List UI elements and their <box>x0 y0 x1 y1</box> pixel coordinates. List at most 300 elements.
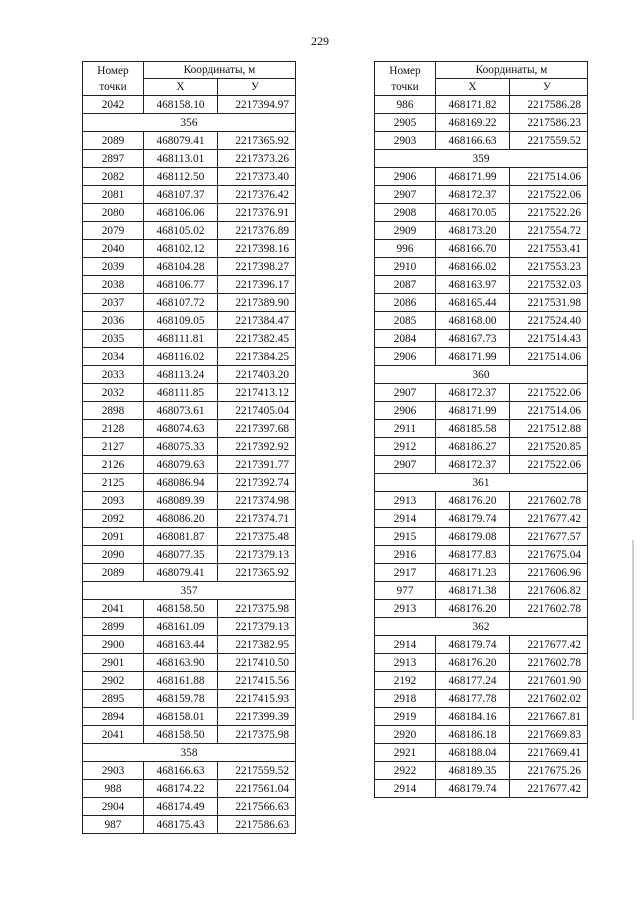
point-number-cell: 2907 <box>375 384 436 402</box>
y-coordinate-cell: 2217397.68 <box>218 420 296 438</box>
table-row <box>375 744 588 762</box>
point-number-cell: 2911 <box>375 420 436 438</box>
table-row <box>375 456 588 474</box>
table-row <box>83 510 296 528</box>
x-coordinate-cell: 468171.99 <box>436 168 510 186</box>
point-number-cell: 2128 <box>83 420 144 438</box>
y-coordinate-cell: 2217392.92 <box>218 438 296 456</box>
y-coordinate-cell: 2217553.23 <box>510 258 588 276</box>
x-coordinate-cell: 468168.00 <box>436 312 510 330</box>
x-coordinate-cell: 468166.70 <box>436 240 510 258</box>
point-number-cell: 2894 <box>83 708 144 726</box>
header-row <box>83 62 296 79</box>
point-number-cell: 2906 <box>375 168 436 186</box>
y-coordinate-cell: 2217669.41 <box>510 744 588 762</box>
point-number-cell: 2903 <box>375 132 436 150</box>
x-coordinate-cell: 468172.37 <box>436 456 510 474</box>
table-row <box>83 726 296 744</box>
table-row <box>83 366 296 384</box>
y-coordinate-cell: 2217389.90 <box>218 294 296 312</box>
x-coordinate-cell: 468176.20 <box>436 600 510 618</box>
y-coordinate-cell: 2217602.02 <box>510 690 588 708</box>
table-row <box>83 564 296 582</box>
x-coordinate-cell: 468172.37 <box>436 186 510 204</box>
table-row <box>375 168 588 186</box>
x-coordinate-cell: 468171.23 <box>436 564 510 582</box>
y-coordinate-cell: 2217399.39 <box>218 708 296 726</box>
point-number-cell: 2921 <box>375 744 436 762</box>
y-coordinate-cell: 2217375.48 <box>218 528 296 546</box>
point-number-cell: 2034 <box>83 348 144 366</box>
point-number-cell: 2079 <box>83 222 144 240</box>
y-coordinate-cell: 2217394.97 <box>218 96 296 114</box>
y-coordinate-cell: 2217675.26 <box>510 762 588 780</box>
table-row <box>83 348 296 366</box>
table-row <box>83 384 296 402</box>
x-coordinate-cell: 468116.02 <box>144 348 218 366</box>
header-row <box>375 62 588 79</box>
table-row <box>375 726 588 744</box>
y-coordinate-cell: 2217374.98 <box>218 492 296 510</box>
table-row <box>375 528 588 546</box>
y-coordinate-cell: 2217375.98 <box>218 600 296 618</box>
y-coordinate-cell: 2217413.12 <box>218 384 296 402</box>
table-row <box>83 690 296 708</box>
x-coordinate-cell: 468161.09 <box>144 618 218 636</box>
table-row <box>375 276 588 294</box>
x-coordinate-cell: 468185.58 <box>436 420 510 438</box>
y-coordinate-cell: 2217602.78 <box>510 600 588 618</box>
section-row <box>375 474 588 492</box>
x-coordinate-cell: 468158.01 <box>144 708 218 726</box>
point-number-cell: 2037 <box>83 294 144 312</box>
point-number-cell: 2916 <box>375 546 436 564</box>
x-coordinate-cell: 468174.49 <box>144 798 218 816</box>
x-coordinate-cell: 468074.63 <box>144 420 218 438</box>
y-coordinate-cell: 2217514.43 <box>510 330 588 348</box>
y-coordinate-cell: 2217561.04 <box>218 780 296 798</box>
x-coordinate-cell: 468170.05 <box>436 204 510 222</box>
point-number-cell: 2090 <box>83 546 144 564</box>
x-coordinate-cell: 468113.01 <box>144 150 218 168</box>
point-number-cell: 2082 <box>83 168 144 186</box>
table-row <box>83 816 296 834</box>
table-row <box>83 636 296 654</box>
section-number: 362 <box>375 618 588 636</box>
y-coordinate-cell: 2217392.74 <box>218 474 296 492</box>
point-number-cell: 2091 <box>83 528 144 546</box>
y-coordinate-cell: 2217559.52 <box>510 132 588 150</box>
section-number: 360 <box>375 366 588 384</box>
point-number-cell: 2901 <box>83 654 144 672</box>
y-coordinate-cell: 2217379.13 <box>218 618 296 636</box>
y-coordinate-cell: 2217384.25 <box>218 348 296 366</box>
y-coordinate-cell: 2217398.16 <box>218 240 296 258</box>
table-row <box>83 240 296 258</box>
y-coordinate-cell: 2217376.89 <box>218 222 296 240</box>
x-coordinate-cell: 468079.63 <box>144 456 218 474</box>
table-row <box>375 258 588 276</box>
x-coordinate-cell: 468169.22 <box>436 114 510 132</box>
x-coordinate-cell: 468158.50 <box>144 726 218 744</box>
x-coordinate-cell: 468163.44 <box>144 636 218 654</box>
x-coordinate-cell: 468086.20 <box>144 510 218 528</box>
y-coordinate-cell: 2217553.41 <box>510 240 588 258</box>
table-row <box>375 438 588 456</box>
point-number-cell: 2127 <box>83 438 144 456</box>
x-coordinate-cell: 468176.20 <box>436 492 510 510</box>
y-coordinate-cell: 2217391.77 <box>218 456 296 474</box>
point-header-line1: Номер <box>389 64 421 77</box>
coordinates-header: Координаты, м <box>436 62 588 79</box>
x-coordinate-cell: 468177.78 <box>436 690 510 708</box>
y-coordinate-cell: 2217514.06 <box>510 348 588 366</box>
point-number-cell: 2897 <box>83 150 144 168</box>
point-number-cell: 987 <box>83 816 144 834</box>
x-coordinate-cell: 468079.41 <box>144 564 218 582</box>
point-number-cell: 2906 <box>375 348 436 366</box>
point-number-cell: 2902 <box>83 672 144 690</box>
y-coordinate-cell: 2217373.26 <box>218 150 296 168</box>
point-number-cell: 2126 <box>83 456 144 474</box>
y-coordinate-cell: 2217376.42 <box>218 186 296 204</box>
table-row <box>83 780 296 798</box>
point-number-cell: 2092 <box>83 510 144 528</box>
point-number-cell: 988 <box>83 780 144 798</box>
point-number-cell: 2036 <box>83 312 144 330</box>
table-row <box>375 762 588 780</box>
scan-edge-mark <box>632 540 634 720</box>
x-header: X <box>144 79 218 96</box>
y-coordinate-cell: 2217365.92 <box>218 564 296 582</box>
y-coordinate-cell: 2217415.56 <box>218 672 296 690</box>
x-coordinate-cell: 468186.18 <box>436 726 510 744</box>
table-row <box>83 294 296 312</box>
y-coordinate-cell: 2217365.92 <box>218 132 296 150</box>
table-row <box>375 582 588 600</box>
point-number-cell: 2192 <box>375 672 436 690</box>
table-row <box>83 132 296 150</box>
x-coordinate-cell: 468163.90 <box>144 654 218 672</box>
point-number-cell: 2913 <box>375 654 436 672</box>
point-number-cell: 2917 <box>375 564 436 582</box>
table-row <box>83 186 296 204</box>
point-number-cell: 2903 <box>83 762 144 780</box>
x-header: X <box>436 79 510 96</box>
point-number-cell: 2919 <box>375 708 436 726</box>
x-coordinate-cell: 468179.08 <box>436 528 510 546</box>
table-row <box>375 420 588 438</box>
point-number-cell: 2085 <box>375 312 436 330</box>
x-coordinate-cell: 468161.88 <box>144 672 218 690</box>
section-row <box>83 744 296 762</box>
table-row <box>83 762 296 780</box>
x-coordinate-cell: 468167.73 <box>436 330 510 348</box>
y-coordinate-cell: 2217514.06 <box>510 402 588 420</box>
point-number-cell: 2035 <box>83 330 144 348</box>
y-coordinate-cell: 2217554.72 <box>510 222 588 240</box>
x-coordinate-cell: 468159.78 <box>144 690 218 708</box>
y-coordinate-cell: 2217398.27 <box>218 258 296 276</box>
table-row <box>83 258 296 276</box>
y-coordinate-cell: 2217520.85 <box>510 438 588 456</box>
table-row <box>375 348 588 366</box>
table-row <box>83 600 296 618</box>
section-row <box>375 618 588 636</box>
x-coordinate-cell: 468175.43 <box>144 816 218 834</box>
y-coordinate-cell: 2217667.81 <box>510 708 588 726</box>
table-row <box>375 240 588 258</box>
table-row <box>83 654 296 672</box>
point-number-cell: 986 <box>375 96 436 114</box>
table-row <box>83 798 296 816</box>
section-row <box>83 114 296 132</box>
y-header: У <box>510 79 588 96</box>
point-number-header <box>375 62 436 96</box>
table-row <box>375 654 588 672</box>
y-coordinate-cell: 2217512.88 <box>510 420 588 438</box>
x-coordinate-cell: 468171.38 <box>436 582 510 600</box>
table-row <box>375 546 588 564</box>
y-coordinate-cell: 2217410.50 <box>218 654 296 672</box>
x-coordinate-cell: 468086.94 <box>144 474 218 492</box>
x-coordinate-cell: 468189.35 <box>436 762 510 780</box>
point-number-cell: 2041 <box>83 726 144 744</box>
table-row <box>375 222 588 240</box>
table-row <box>375 636 588 654</box>
point-number-cell: 2905 <box>375 114 436 132</box>
point-number-cell: 2039 <box>83 258 144 276</box>
x-coordinate-cell: 468179.74 <box>436 636 510 654</box>
y-coordinate-cell: 2217559.52 <box>218 762 296 780</box>
table-row <box>375 492 588 510</box>
table-row <box>83 312 296 330</box>
point-number-cell: 2907 <box>375 456 436 474</box>
x-coordinate-cell: 468165.44 <box>436 294 510 312</box>
table-row <box>375 690 588 708</box>
table-row <box>83 672 296 690</box>
table-body <box>83 62 296 834</box>
x-coordinate-cell: 468163.97 <box>436 276 510 294</box>
table-row <box>375 96 588 114</box>
x-coordinate-cell: 468177.83 <box>436 546 510 564</box>
section-number: 361 <box>375 474 588 492</box>
table-row <box>375 132 588 150</box>
table-row <box>83 222 296 240</box>
y-coordinate-cell: 2217522.26 <box>510 204 588 222</box>
point-header-line2: точки <box>391 80 419 93</box>
point-number-cell: 977 <box>375 582 436 600</box>
table-row <box>375 204 588 222</box>
x-coordinate-cell: 468177.24 <box>436 672 510 690</box>
section-number: 357 <box>83 582 296 600</box>
table-row <box>375 780 588 798</box>
x-coordinate-cell: 468079.41 <box>144 132 218 150</box>
point-number-cell: 2900 <box>83 636 144 654</box>
x-coordinate-cell: 468073.61 <box>144 402 218 420</box>
y-header: У <box>218 79 296 96</box>
x-coordinate-cell: 468104.28 <box>144 258 218 276</box>
y-coordinate-cell: 2217586.63 <box>218 816 296 834</box>
x-coordinate-cell: 468111.81 <box>144 330 218 348</box>
table-row <box>375 600 588 618</box>
table-row <box>83 150 296 168</box>
table-row <box>83 438 296 456</box>
coordinates-header: Координаты, м <box>144 62 296 79</box>
point-number-cell: 2906 <box>375 402 436 420</box>
point-number-cell: 2899 <box>83 618 144 636</box>
y-coordinate-cell: 2217376.91 <box>218 204 296 222</box>
point-number-cell: 2914 <box>375 636 436 654</box>
y-coordinate-cell: 2217522.06 <box>510 384 588 402</box>
x-coordinate-cell: 468158.50 <box>144 600 218 618</box>
point-number-cell: 2914 <box>375 510 436 528</box>
point-number-cell: 2081 <box>83 186 144 204</box>
point-number-cell: 2920 <box>375 726 436 744</box>
point-number-cell: 2080 <box>83 204 144 222</box>
point-number-cell: 2922 <box>375 762 436 780</box>
y-coordinate-cell: 2217415.93 <box>218 690 296 708</box>
x-coordinate-cell: 468166.63 <box>144 762 218 780</box>
point-number-cell: 2125 <box>83 474 144 492</box>
x-coordinate-cell: 468106.77 <box>144 276 218 294</box>
table-row <box>83 204 296 222</box>
table-row <box>83 492 296 510</box>
x-coordinate-cell: 468089.39 <box>144 492 218 510</box>
point-number-cell: 2040 <box>83 240 144 258</box>
x-coordinate-cell: 468174.22 <box>144 780 218 798</box>
table-row <box>83 330 296 348</box>
y-coordinate-cell: 2217602.78 <box>510 492 588 510</box>
table-row <box>375 708 588 726</box>
point-number-cell: 2912 <box>375 438 436 456</box>
x-coordinate-cell: 468172.37 <box>436 384 510 402</box>
x-coordinate-cell: 468105.02 <box>144 222 218 240</box>
x-coordinate-cell: 468166.02 <box>436 258 510 276</box>
point-number-cell: 2089 <box>83 132 144 150</box>
table-row <box>83 474 296 492</box>
x-coordinate-cell: 468075.33 <box>144 438 218 456</box>
coordinates-table-left <box>82 61 296 834</box>
point-number-cell: 2038 <box>83 276 144 294</box>
table-row <box>83 546 296 564</box>
x-coordinate-cell: 468179.74 <box>436 510 510 528</box>
point-number-cell: 996 <box>375 240 436 258</box>
x-coordinate-cell: 468109.05 <box>144 312 218 330</box>
y-coordinate-cell: 2217524.40 <box>510 312 588 330</box>
point-number-cell: 2032 <box>83 384 144 402</box>
table-row <box>375 114 588 132</box>
y-coordinate-cell: 2217669.83 <box>510 726 588 744</box>
x-coordinate-cell: 468106.06 <box>144 204 218 222</box>
table-row <box>375 564 588 582</box>
y-coordinate-cell: 2217566.63 <box>218 798 296 816</box>
y-coordinate-cell: 2217405.04 <box>218 402 296 420</box>
section-number: 359 <box>375 150 588 168</box>
table-row <box>83 618 296 636</box>
x-coordinate-cell: 468112.50 <box>144 168 218 186</box>
point-number-cell: 2915 <box>375 528 436 546</box>
table-row <box>375 186 588 204</box>
y-coordinate-cell: 2217606.96 <box>510 564 588 582</box>
point-number-cell: 2089 <box>83 564 144 582</box>
point-number-cell: 2913 <box>375 492 436 510</box>
x-coordinate-cell: 468107.37 <box>144 186 218 204</box>
y-coordinate-cell: 2217601.90 <box>510 672 588 690</box>
y-coordinate-cell: 2217396.17 <box>218 276 296 294</box>
x-coordinate-cell: 468171.99 <box>436 402 510 420</box>
y-coordinate-cell: 2217384.47 <box>218 312 296 330</box>
y-coordinate-cell: 2217531.98 <box>510 294 588 312</box>
table-row <box>375 402 588 420</box>
table-row <box>375 510 588 528</box>
x-coordinate-cell: 468171.82 <box>436 96 510 114</box>
point-number-cell: 2909 <box>375 222 436 240</box>
table-row <box>375 330 588 348</box>
x-coordinate-cell: 468173.20 <box>436 222 510 240</box>
section-number: 358 <box>83 744 296 762</box>
x-coordinate-cell: 468113.24 <box>144 366 218 384</box>
point-number-cell: 2093 <box>83 492 144 510</box>
y-coordinate-cell: 2217586.28 <box>510 96 588 114</box>
x-coordinate-cell: 468081.87 <box>144 528 218 546</box>
point-number-cell: 2033 <box>83 366 144 384</box>
y-coordinate-cell: 2217379.13 <box>218 546 296 564</box>
table-row <box>375 294 588 312</box>
point-number-cell: 2086 <box>375 294 436 312</box>
table-row <box>83 456 296 474</box>
y-coordinate-cell: 2217532.03 <box>510 276 588 294</box>
point-number-cell: 2914 <box>375 780 436 798</box>
table-row <box>83 420 296 438</box>
y-coordinate-cell: 2217675.04 <box>510 546 588 564</box>
section-row <box>375 150 588 168</box>
coordinates-table-right <box>374 61 588 798</box>
x-coordinate-cell: 468158.10 <box>144 96 218 114</box>
y-coordinate-cell: 2217677.42 <box>510 780 588 798</box>
table-row <box>375 312 588 330</box>
x-coordinate-cell: 468176.20 <box>436 654 510 672</box>
point-number-cell: 2918 <box>375 690 436 708</box>
table-row <box>375 384 588 402</box>
y-coordinate-cell: 2217677.42 <box>510 636 588 654</box>
y-coordinate-cell: 2217373.40 <box>218 168 296 186</box>
x-coordinate-cell: 468188.04 <box>436 744 510 762</box>
x-coordinate-cell: 468077.35 <box>144 546 218 564</box>
y-coordinate-cell: 2217403.20 <box>218 366 296 384</box>
y-coordinate-cell: 2217382.45 <box>218 330 296 348</box>
x-coordinate-cell: 468166.63 <box>436 132 510 150</box>
x-coordinate-cell: 468111.85 <box>144 384 218 402</box>
table-row <box>375 672 588 690</box>
table-row <box>83 168 296 186</box>
y-coordinate-cell: 2217522.06 <box>510 456 588 474</box>
x-coordinate-cell: 468186.27 <box>436 438 510 456</box>
table-row <box>83 96 296 114</box>
table-row <box>83 402 296 420</box>
table-row <box>83 528 296 546</box>
table-row <box>83 276 296 294</box>
section-row <box>83 582 296 600</box>
y-coordinate-cell: 2217382.95 <box>218 636 296 654</box>
x-coordinate-cell: 468171.99 <box>436 348 510 366</box>
section-row <box>375 366 588 384</box>
x-coordinate-cell: 468102.12 <box>144 240 218 258</box>
x-coordinate-cell: 468184.16 <box>436 708 510 726</box>
point-number-cell: 2898 <box>83 402 144 420</box>
y-coordinate-cell: 2217606.82 <box>510 582 588 600</box>
y-coordinate-cell: 2217677.57 <box>510 528 588 546</box>
